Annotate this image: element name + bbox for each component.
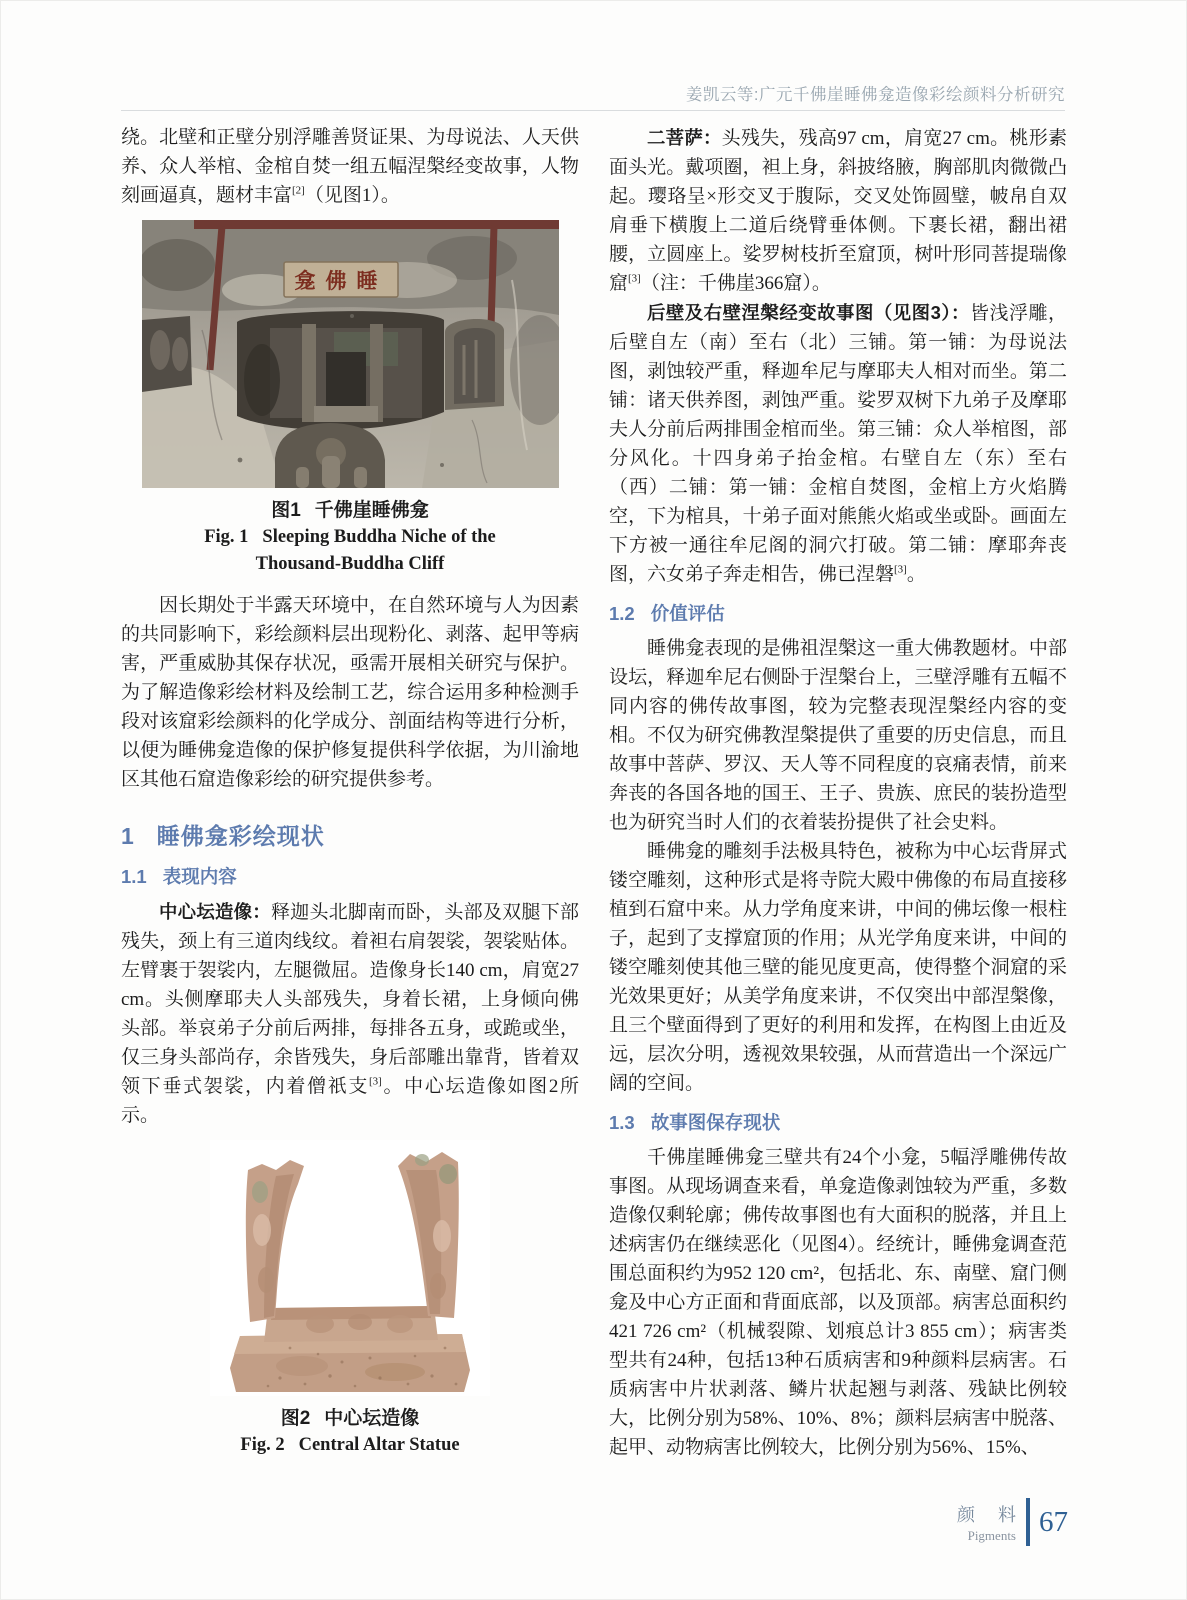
page-number: 67 (1039, 1505, 1068, 1538)
journal-name-zh: 颜 料 (956, 1504, 1025, 1525)
paragraph-group-environment (121, 591, 579, 794)
paragraph-text: 绕。北壁和正壁分别浮雕善贤证果、为母说法、人天供养、众人举棺、金棺自焚一组五幅涅槃经变故事，人物刻画逼真，题材丰富 (121, 127, 579, 206)
paragraph-lead: 后壁及右壁涅槃经变故事图（见图3）： (647, 302, 970, 323)
paragraph-text: 。中心坛造像如图2所示。 (121, 1076, 579, 1126)
paragraph-text: 释迦头北脚南而卧，头部及双腿下部残失，颈上有三道肉线纹。着袒右肩袈裟，袈裟贴体。左臂裹于袈裟内，左腿微屈。造像身长140 cm，肩宽27 cm。头侧摩耶夫人头部残失，身着长裙，上身倾向佛头部。举哀弟子分前后两排，每排各五身，或跪或坐，仅三身头部尚存，余皆残失，身后部雕出靠背，皆着双领下垂式袈裟，内着僧祇支 (121, 902, 579, 1097)
section-1-3-number: 1.3 (609, 1112, 635, 1133)
journal-name-en: Pigments (967, 1527, 1016, 1543)
figure1-title-en2: Thousand-Buddha Cliff (255, 554, 445, 574)
figure1-title-zh: 千佛崖睡佛龛 (314, 500, 429, 521)
figure2-label-en: Fig. 2 (240, 1435, 285, 1455)
rock-shadow (142, 239, 215, 291)
citation-ref: [3] (628, 272, 641, 285)
paragraph-text: 因长期处于半露天环境中，在自然环境与人为因素的共同影响下，彩绘颜料层出现粉化、剥落、起甲等病害，严重威胁其保存状况，亟需开展相关研究与保护。为了解造像彩绘材料及绘制工艺，综合运用多种检测手段对该窟彩绘颜料的化学成分、剖面结构等进行分析，以便为睡佛龛造像的保护修复提供科学依据，为川渝地区其他石窟造像彩绘的研究提供参考。 (121, 595, 579, 790)
paragraph-text: 千佛崖睡佛龛三壁共有24个小龛，5幅浮雕佛传故事图。从现场调查来看，单龛造像剥蚀较为严重，多数造像仅剩轮廓；佛传故事图也有大面积的脱落，并且上述病害仍在继续恶化（见图4）。经统计，睡佛龛调查范围总面积约为952 120 cm²，包括北、东、南壁、窟门侧龛及中心方正面和背面底部，以及顶部。病害总面积约421 726 cm²（机械裂隙、划痕总计3 855 cm）；病害类型共有24种，包括13种石质病害和9种颜料层病害。石质病害中片状剥落、鳞片状起翘与剥落、残缺比例较大，比例分别为58%、10%、8%；颜料层病害中脱落、起甲、动物病害比例较大，比例分别为56%、15%、 (609, 1147, 1067, 1458)
figure2-label-zh: 图2 (280, 1408, 311, 1429)
figure1-caption-en-line1 (121, 524, 579, 551)
citation-ref: [3] (894, 563, 907, 576)
section-1-3-heading (609, 1109, 1067, 1135)
figure2-title-zh: 中心坛造像 (324, 1408, 420, 1429)
paragraph-text: 皆浅浮雕，后壁自左（南）至右（北）三铺。第一铺：为母说法图，剥蚀较严重，释迦牟尼与摩耶夫人相对而坐。第二铺：诸天供养图，剥蚀严重。娑罗双树下九弟子及摩耶夫人分前后两排围金棺而坐。第三铺：众人举棺图，部分风化。十四身弟子抬金棺。右壁自左（东）至右（西）二铺：第一铺：金棺自焚图，金棺上方火焰腾空，下为棺具，十弟子面对熊熊火焰或坐或卧。画面左下方被一通往牟尼阁的洞穴打破。第二铺：摩耶奔丧图，六女弟子奔走相告，佛已涅磐 (609, 303, 1067, 585)
section-1-heading (121, 818, 579, 851)
section-1-1-number: 1.1 (121, 866, 147, 887)
paragraph-group-intro (121, 123, 579, 210)
figure1-label-zh: 图1 (271, 500, 301, 521)
section-1-2-title: 价值评估 (650, 603, 725, 624)
section-1-1-title: 表现内容 (162, 866, 237, 887)
right-column (609, 123, 1067, 1462)
section-1-title: 睡佛龛彩绘现状 (156, 823, 325, 849)
figure1-title-en1: Sleeping Buddha Niche of the (262, 527, 496, 547)
paragraph-group-value (609, 634, 1067, 1098)
paragraph-text: 。 (906, 564, 926, 585)
journal-name (956, 1501, 1025, 1544)
paragraph-text: 睡佛龛的雕刻手法极具特色，被称为中心坛背屏式镂空雕刻，这种形式是将寺院大殿中佛像的布局直接移植到石窟中来。从力学角度来讲，中间的佛坛像一根柱子，起到了支撑窟顶的作用；从光学角度来讲，中间的镂空雕刻使其他三壁的能见度更高，使得整个洞窟的采光效果更好；从美学角度来讲，不仅突出中部涅槃像，且三个壁面得到了更好的利用和发挥，在构图上由近及远，层次分明，透视效果较强，从而营造出一个深远广阔的空间。 (609, 841, 1067, 1094)
paragraph (121, 591, 579, 794)
section-1-number: 1 (121, 823, 135, 849)
paragraph-text: （注：千佛崖366窟）。 (640, 273, 831, 294)
lower-niche (275, 423, 385, 488)
figure2-caption (121, 1405, 579, 1459)
section-1-2-heading (609, 600, 1067, 626)
paragraph-lead: 二菩萨： (647, 127, 722, 148)
figure1-label-en: Fig. 1 (204, 527, 249, 547)
running-head: 姜凯云等:广元千佛崖睡佛龛造像彩绘颜料分析研究 (685, 86, 1065, 104)
figure1-caption-en-line2 (121, 551, 579, 578)
paragraph (121, 123, 579, 210)
paragraph-group-bodhisattva (609, 123, 1067, 589)
figure1-image (142, 220, 559, 488)
figure2-title-en: Central Altar Statue (298, 1435, 460, 1455)
paragraph (121, 897, 579, 1130)
section-1-2-number: 1.2 (609, 603, 635, 624)
paragraph (609, 837, 1067, 1098)
main-niche (237, 311, 444, 430)
paragraph-group-altar (121, 897, 579, 1130)
citation-ref: [2] (292, 184, 305, 197)
header-divider (121, 110, 1065, 111)
footer-divider-bar (1026, 1498, 1030, 1546)
section-1-1-heading (121, 863, 579, 889)
paragraph (609, 634, 1067, 837)
paragraph (609, 298, 1067, 589)
paragraph-lead: 中心坛造像： (159, 901, 271, 922)
figure1-caption-zh (121, 497, 579, 524)
figure1 (121, 220, 579, 488)
paragraph (609, 123, 1067, 298)
figure2-caption-zh (121, 1405, 579, 1432)
figure2-caption-en (121, 1432, 579, 1459)
paragraph-group-preservation (609, 1143, 1067, 1462)
right-niche (445, 319, 504, 410)
roof-beam (194, 220, 559, 229)
figure2 (121, 1140, 579, 1396)
paragraph-text: 头残失，残高97 cm，肩宽27 cm。桃形素面头光。戴项圈，袒上身，斜披络腋，胸部肌肉微微凸起。璎珞呈×形交叉于腹际，交叉处饰圆璧，帔帛自双肩垂下横腹上二道后绕臂垂体侧。下裹长裙，翻出裙腰，立圆座上。娑罗树枝折至窟顶，树叶形同菩提瑞像窟 (609, 128, 1067, 294)
figure1-caption (121, 497, 579, 578)
plaque-text: 龛佛睡 (294, 269, 387, 293)
plaque (284, 262, 398, 297)
paragraph-text: 睡佛龛表现的是佛祖涅槃这一重大佛教题材。中部设坛，释迦牟尼右侧卧于涅槃台上，三壁浮雕有五幅不同内容的佛传故事图，较为完整表现涅槃经内容的变相。不仅为研究佛教涅槃提供了重要的历史信息，而且故事中菩萨、罗汉、天人等不同程度的哀痛表情，前来奔丧的各国各地的国王、王子、贵族、庶民的装扮造型也为研究当时人们的衣着装扮提供了社会史料。 (609, 638, 1067, 833)
page-footer (957, 1498, 1068, 1546)
figure2-image (210, 1140, 490, 1396)
paragraph (609, 1143, 1067, 1462)
paragraph-text: （见图1）。 (304, 185, 400, 206)
left-column (121, 123, 579, 1459)
section-1-3-title: 故事图保存现状 (650, 1112, 781, 1133)
left-niche (142, 316, 192, 392)
citation-ref: [3] (369, 1075, 382, 1088)
